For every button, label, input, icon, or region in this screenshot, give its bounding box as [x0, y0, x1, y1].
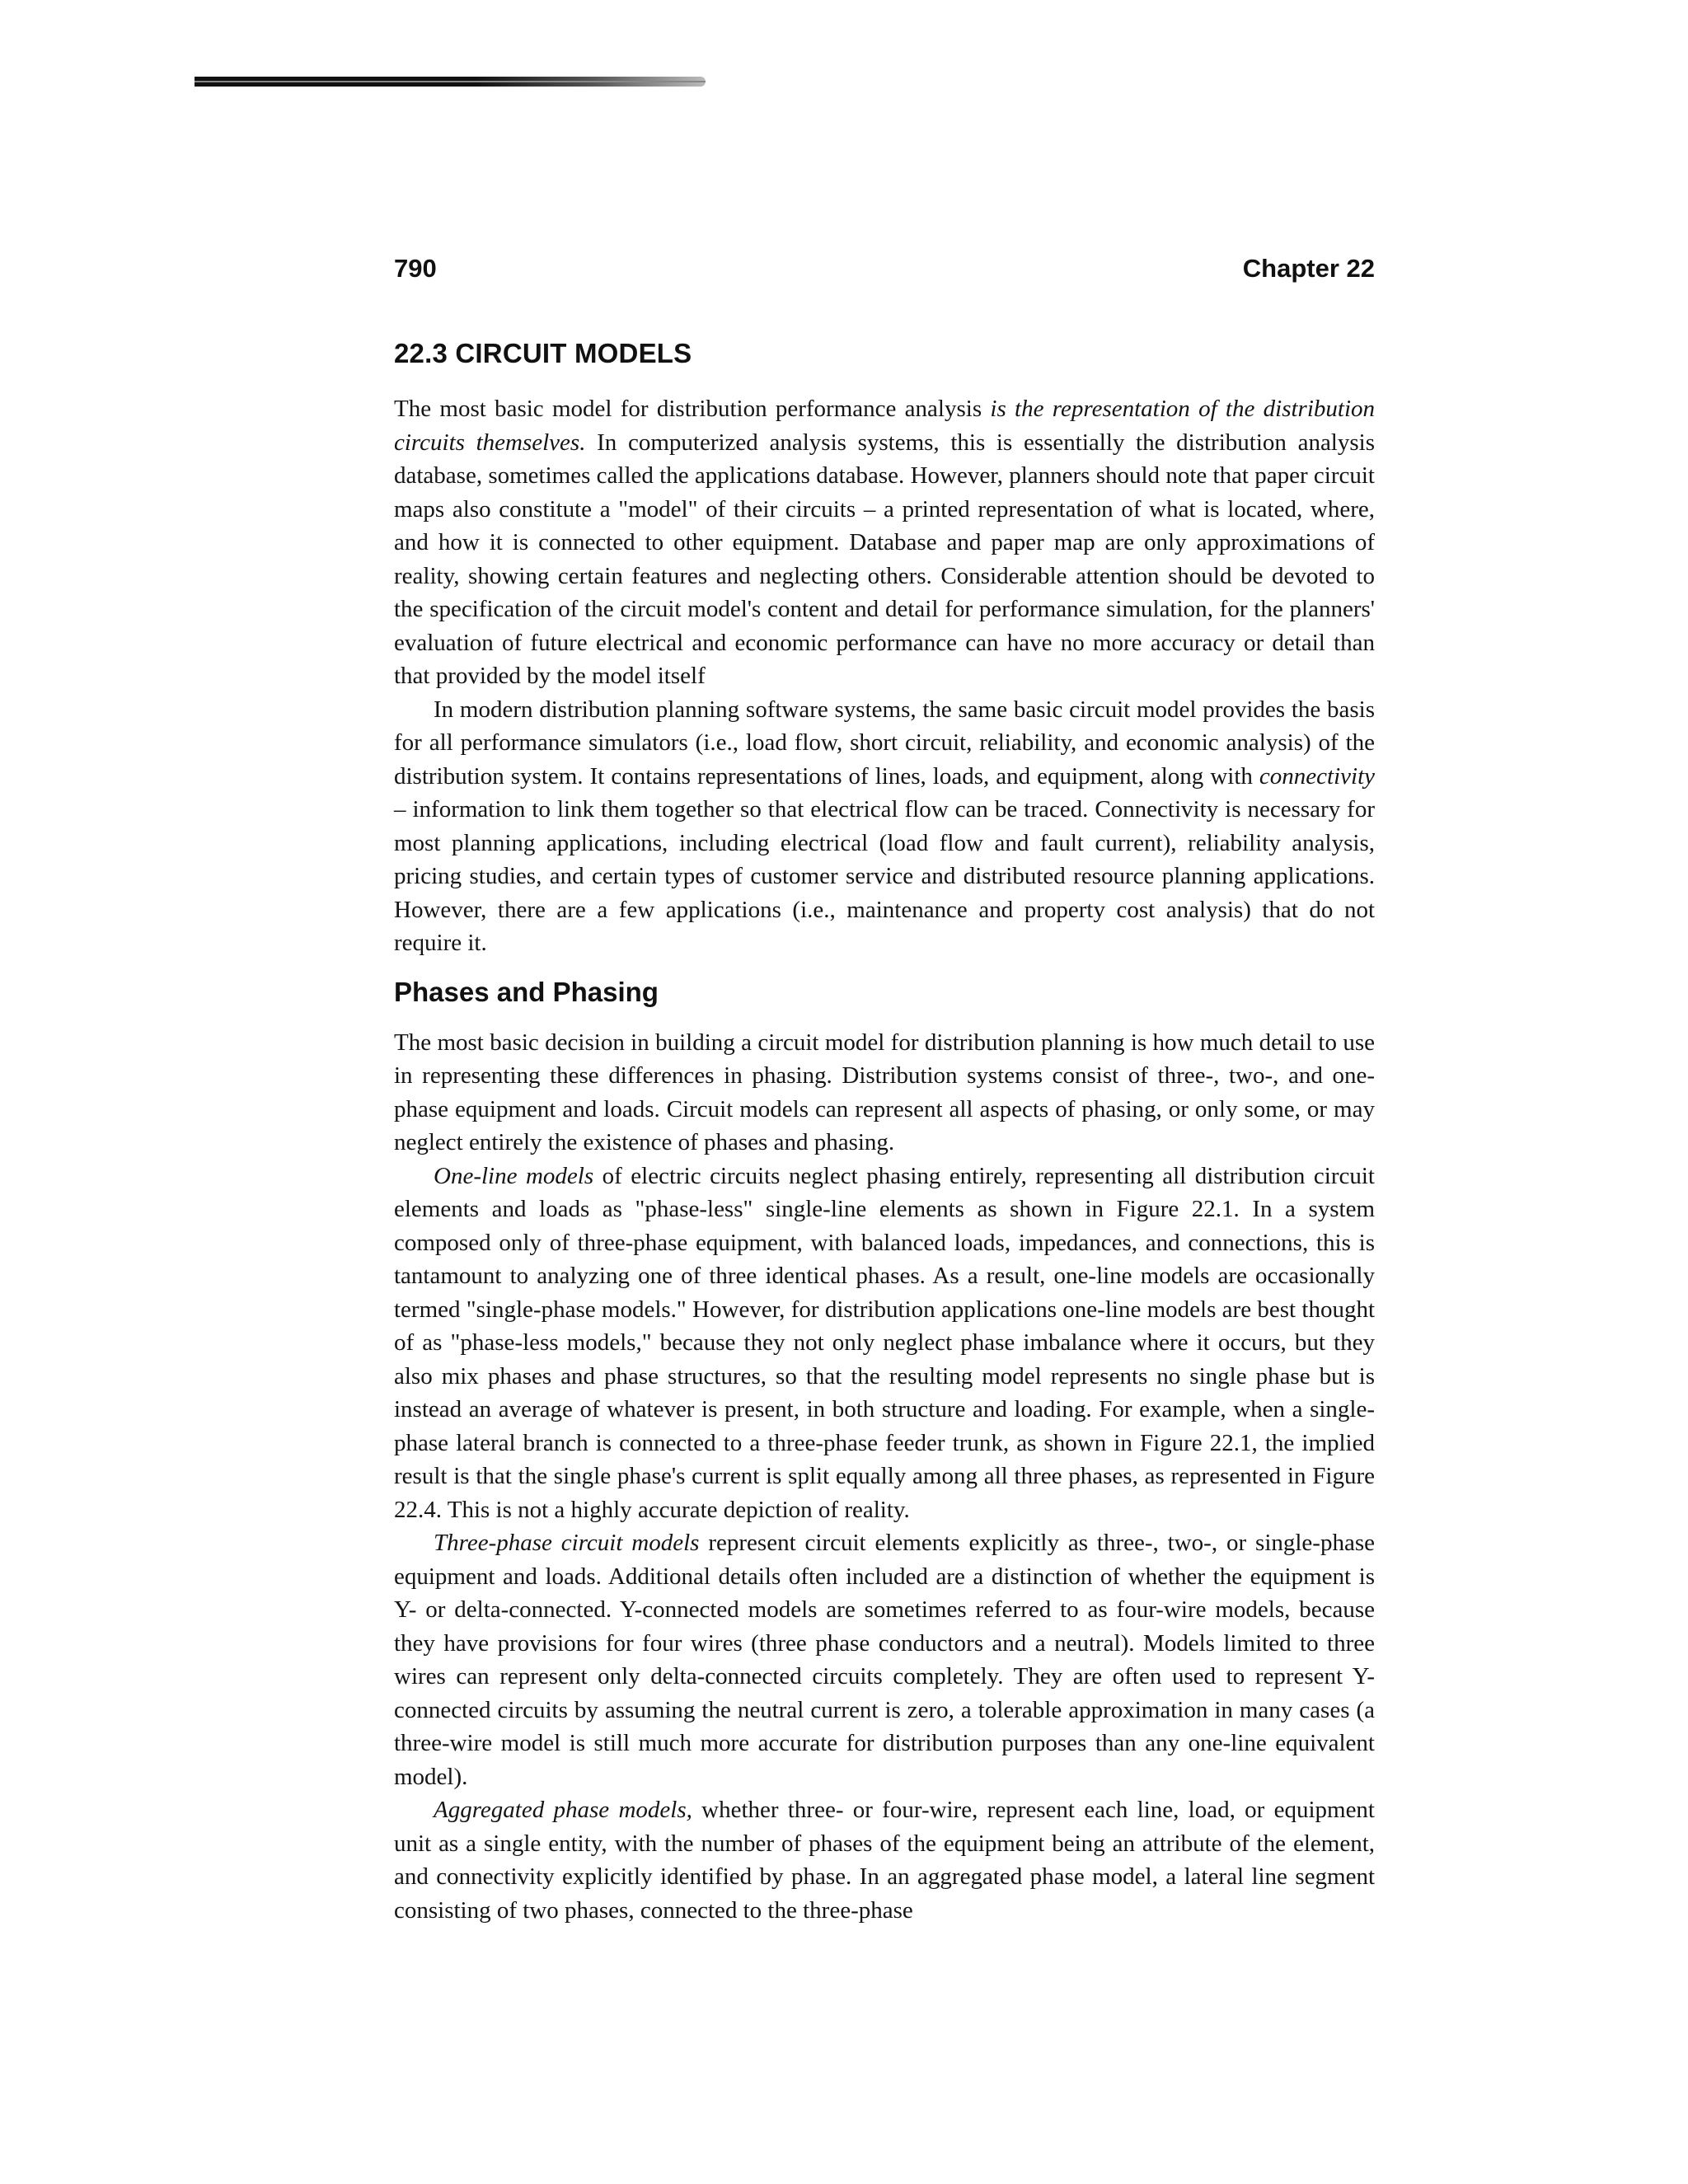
scan-edge-mark	[195, 77, 706, 87]
paragraph-text: represent circuit elements explicitly as three-, two-, or single-phase equipment and loads. Additional details often included are a distinction of whether the equipment is Y- or delta-connected. Y-connected models are sometimes referred to as four-wire models, because they have provisions for four wires (three phase conductors and a neutral). Models limited to three wires can represent only delta-connected circuits completely. They are often used to represent Y-connected circuits by assuming the neutral current is zero, a tolerable approximation in many cases (a three-wire model is still much more accurate for distribution purposes than any one-line equivalent model).	[394, 1530, 1375, 1790]
term-aggregated-phase-models: Aggregated phase models,	[434, 1797, 692, 1823]
chapter-label: Chapter 22	[1242, 254, 1375, 283]
subsection-title: Phases and Phasing	[394, 976, 659, 1007]
paragraph-text: In modern distribution planning software systems, the same basic circuit model provides the basis for all performance simulators (i.e., load flow, short circuit, reliability, and economic analysis) of the distribution system. It contains representations of lines, loads, and equipment, along with	[394, 696, 1375, 790]
subsection-paragraph-3	[394, 1526, 1375, 1793]
page-body	[394, 338, 1375, 1927]
paragraph-text: – information to link them together so that electrical flow can be traced. Connectivity is necessary for most planning applications, including electrical (load flow and fault current), reliability analysis, pricing studies, and certain types of customer service and distributed resource planning applications. However, there are a few applications (i.e., maintenance and property cost analysis) that do not require it.	[394, 796, 1375, 956]
emphasis-text: is the representation of the distribution circuits themselves.	[394, 396, 1376, 456]
section-title: 22.3 CIRCUIT MODELS	[394, 338, 692, 368]
subsection-paragraph-4	[394, 1793, 1375, 1927]
paragraph-text: whether three- or four-wire, represent each line, load, or equipment unit as a single entity, with the number of phases of the equipment being an attribute of the element, and connectivity explicitly identified by phase. In an aggregated phase model, a lateral line segment consisting of two phases, connected to the three-phase	[394, 1797, 1375, 1924]
section-paragraph-1	[394, 392, 1375, 693]
term-one-line-models: One-line models	[434, 1162, 594, 1189]
paragraph-text: The most basic model for distribution performance analysis	[394, 396, 991, 422]
term-three-phase-models: Three-phase circuit models	[434, 1530, 700, 1556]
subsection-paragraph-2	[394, 1160, 1375, 1527]
section-paragraph-2	[394, 693, 1375, 960]
subsection-paragraph-1: The most basic decision in building a circuit model for distribution planning is how much detail to use in representing these differences in phasing. Distribution systems consist of three-, two-, and one-phase equipment and loads. Circuit models can represent all aspects of phasing, or only some, or may neglect entirely the existence of phases and phasing.	[394, 1029, 1375, 1155]
page-number: 790	[394, 254, 437, 283]
emphasis-text: connectivity	[1259, 762, 1375, 790]
paragraph-text: In computerized analysis systems, this is essentially the distribution analysis database, sometimes called the applications database. However, planners should note that paper circuit maps also constitute a "model" of their circuits – a printed representation of what is located, where, and how it is connected to other equipment. Database and paper map are only approximations of reality, showing certain features and neglecting others. Considerable attention should be devoted to the specification of the circuit model's content and detail for performance simulation, for the planners' evaluation of future electrical and economic performance can have no more accuracy or detail than that provided by the model itself	[394, 429, 1375, 689]
paragraph-text: of electric circuits neglect phasing entirely, representing all distribution circuit elements and loads as "phase-less" single-line elements as shown in Figure 22.1. In a system composed only of three-phase equipment, with balanced loads, impedances, and connections, this is tantamount to analyzing one of three identical phases. As a result, one-line models are occasionally termed "single-phase models." However, for distribution applications one-line models are best thought of as "phase-less models," because they not only neglect phase imbalance where it occurs, but they also mix phases and phase structures, so that the resulting model represents no single phase but is instead an average of whatever is present, in both structure and loading. For example, when a single-phase lateral branch is connected to a three-phase feeder trunk, as shown in Figure 22.1, the implied result is that the single phase's current is split equally among all three phases, as represented in Figure 22.4. This is not a highly accurate depiction of reality.	[394, 1162, 1375, 1523]
